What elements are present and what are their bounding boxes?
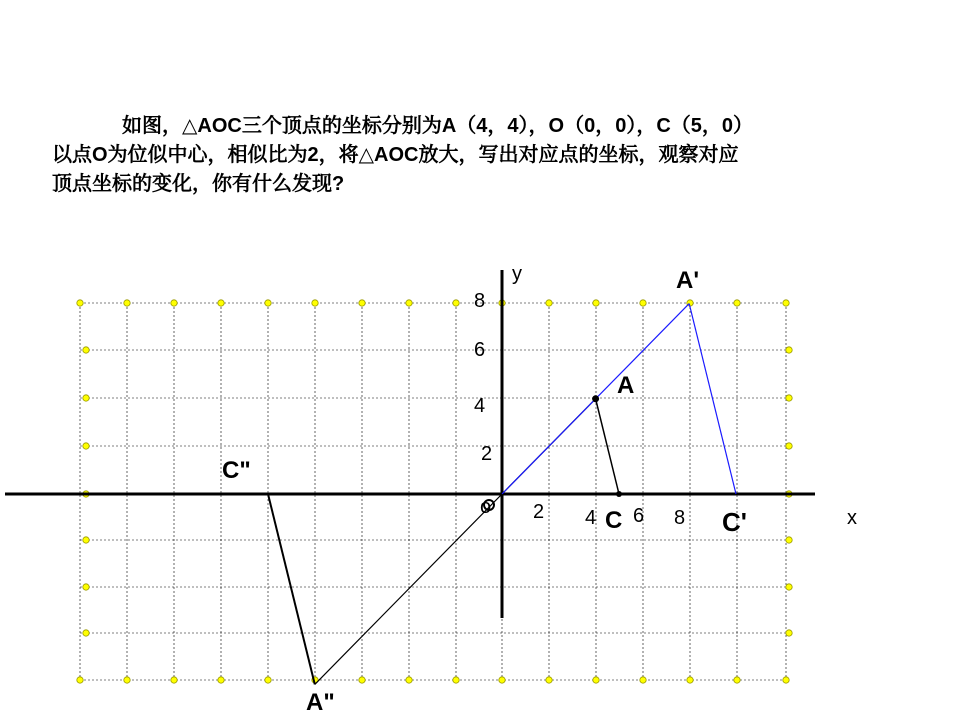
grid-dot — [786, 443, 792, 449]
segment-a-prime-c-prime — [689, 304, 736, 494]
grid-dot — [83, 584, 89, 590]
point-c-marker — [616, 491, 622, 497]
problem-line-2: 以点O为位似中心，相似比为2，将△AOC放大，写出对应点的坐标，观察对应 — [52, 144, 739, 166]
x-axis-label: x — [847, 507, 857, 529]
grid-dot — [171, 677, 177, 683]
x-tick-8: 8 — [674, 507, 686, 529]
grid-dot — [83, 395, 89, 401]
grid-dot — [640, 300, 646, 306]
grid-dot — [406, 300, 412, 306]
grid-dot — [312, 300, 318, 306]
grid-dot — [453, 677, 459, 683]
grid-dot — [546, 300, 552, 306]
segment-c-double-prime-a-double-prime — [268, 494, 315, 684]
label-point-c: C — [605, 507, 623, 534]
origin-label: o — [480, 496, 492, 518]
y-tick-8: 8 — [474, 290, 486, 312]
grid-dot — [453, 300, 459, 306]
label-point-c-prime: C' — [722, 507, 747, 537]
grid-dot — [734, 677, 740, 683]
grid-dot — [171, 300, 177, 306]
triangle-aoc — [502, 399, 619, 494]
grid-dot — [124, 677, 130, 683]
grid-dot — [265, 300, 271, 306]
grid-dot — [83, 537, 89, 543]
grid-lines — [80, 303, 786, 680]
grid-dot — [546, 677, 552, 683]
grid-dot — [593, 300, 599, 306]
grid-dot — [218, 300, 224, 306]
x-tick-6: 6 — [633, 505, 645, 527]
y-tick-6: 6 — [474, 339, 486, 361]
y-tick-4: 4 — [474, 395, 486, 417]
grid-dot — [786, 537, 792, 543]
grid-dot — [783, 300, 789, 306]
triangle-a2oc2 — [268, 494, 502, 684]
grid-dot — [77, 300, 83, 306]
problem-line-3: 顶点坐标的变化，你有什么发现? — [52, 173, 345, 195]
segment-oa-double-prime — [315, 494, 502, 684]
grid-dot — [734, 300, 740, 306]
grid-dot — [786, 347, 792, 353]
label-point-a-prime: A' — [676, 267, 700, 294]
y-tick-2: 2 — [481, 443, 493, 465]
grid-dot — [593, 677, 599, 683]
grid-dot — [83, 630, 89, 636]
label-point-a: A — [617, 372, 635, 399]
segment-ac — [596, 399, 619, 494]
grid-dot — [359, 677, 365, 683]
grid-dot — [83, 443, 89, 449]
grid-dot — [786, 630, 792, 636]
label-point-c-double-prime: C" — [222, 457, 251, 484]
grid-dot — [359, 300, 365, 306]
grid-dot — [265, 677, 271, 683]
grid-dots — [77, 300, 792, 683]
x-tick-4: 4 — [585, 507, 597, 529]
x-tick-2: 2 — [533, 501, 545, 523]
grid-dot — [77, 677, 83, 683]
grid-dot — [218, 677, 224, 683]
grid-dot — [786, 584, 792, 590]
grid-dot — [640, 677, 646, 683]
grid-dot — [687, 677, 693, 683]
grid-dot — [124, 300, 130, 306]
label-point-a-double-prime: A" — [306, 689, 335, 716]
point-a-marker — [592, 395, 599, 402]
grid-dot — [406, 677, 412, 683]
grid-dot — [786, 395, 792, 401]
grid-dot — [499, 677, 505, 683]
grid-dot — [783, 677, 789, 683]
grid-dot — [83, 347, 89, 353]
y-axis-label: y — [512, 263, 522, 285]
problem-line-1: 如图，△AOC三个顶点的坐标分别为A（4，4），O（0，0），C（5，0） — [122, 115, 754, 137]
